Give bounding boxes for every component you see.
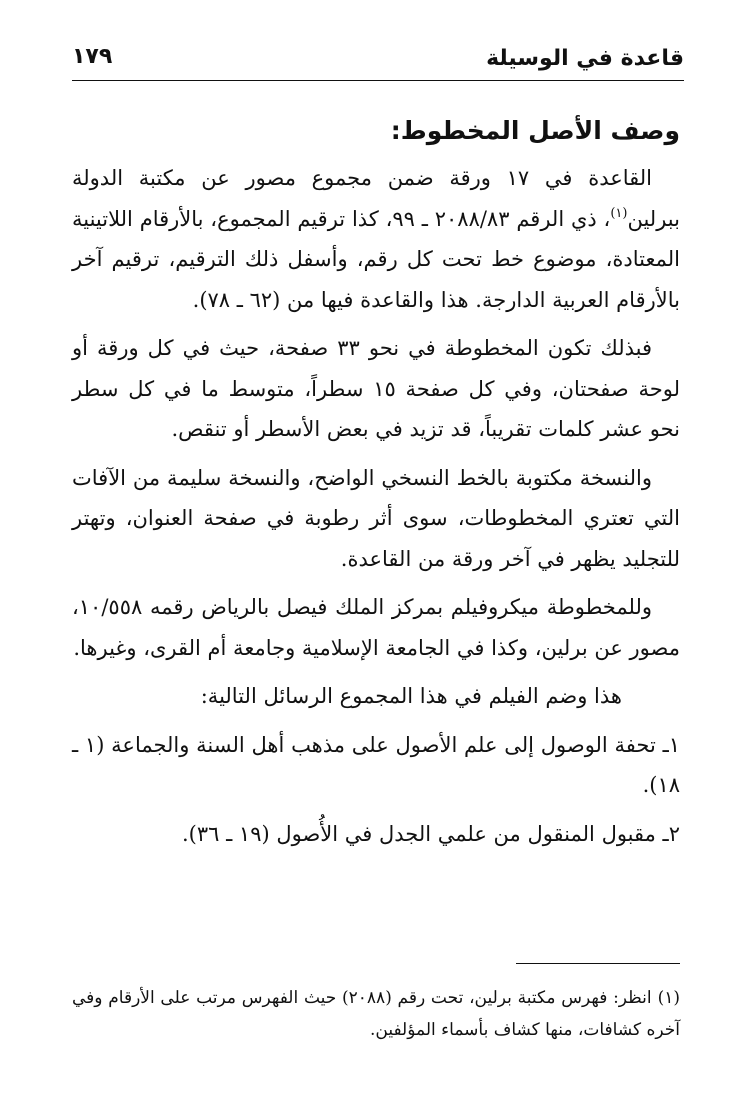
footnote-divider <box>516 963 680 964</box>
paragraph-page-count: فبذلك تكون المخطوطة في نحو ٣٣ صفحة، حيث في كل ورقة أو لوحة صفحتان، وفي كل صفحة ١٥ سطراً، متوسط ما في كل سطر نحو عشر كلمات تقريباً، قد تزيد في بعض الأسطر أو تنقص. <box>72 336 680 441</box>
running-title: قاعدة في الوسيلة <box>486 46 684 71</box>
footnote-reference: (١) <box>610 205 628 221</box>
paragraph-microfilm: وللمخطوطة ميكروفيلم بمركز الملك فيصل بالرياض رقمه ١٠/٥٥٨، مصور عن برلين، وكذا في الجامعة الإسلامية وجامعة أم القرى، وغيرها. <box>72 595 680 660</box>
paragraph-script-condition: والنسخة مكتوبة بالخط النسخي الواضح، والنسخة سليمة من الآفات التي تعتري المخطوطات، سوى أثر رطوبة في صفحة العنوان، وتهتر للتجليد يظهر في آخر ورقة من القاعدة. <box>72 465 680 571</box>
running-header <box>72 40 684 81</box>
body-text <box>72 158 680 862</box>
page-number: ١٧٩ <box>72 44 113 69</box>
list-item: ١ـ تحفة الوصول إلى علم الأصول على مذهب أهل السنة والجماعة (١ ـ ١٨). <box>72 732 681 797</box>
list-item: ٢ـ مقبول المنقول من علمي الجدل في الأُصول (١٩ ـ ٣٦). <box>181 821 680 846</box>
footnote-marker: (١) <box>657 988 680 1008</box>
section-heading: وصف الأصل المخطوط: <box>390 116 680 145</box>
paragraph-contents-intro: هذا وضم الفيلم في هذا المجموع الرسائل التالية: <box>200 684 622 708</box>
paragraph-text: ، ذي الرقم ٢٠٨٨/٨٣ ـ ٩٩، كذا ترقيم المجموع، بالأرقام اللاتينية المعتادة، موضوع خط تحت كل رقم، وأسفل ذلك الترقيم، ترقيم آخر بالأرقام العربية الدارجة. هذا والقاعدة فيها من (٦٢ ـ ٧٨). <box>72 206 680 312</box>
footnote-text: انظر: فهرس مكتبة برلين، تحت رقم (٢٠٨٨) حيث الفهرس مرتب على الأرقام وفي آخره كشافات، منها كشاف بأسماء المؤلفين. <box>72 988 680 1040</box>
paragraph-text: القاعدة في ١٧ ورقة ضمن مجموع مصور عن مكتبة الدولة ببرلين <box>72 166 680 231</box>
paragraph-manuscript-description <box>72 158 680 320</box>
footnote <box>72 982 680 1046</box>
